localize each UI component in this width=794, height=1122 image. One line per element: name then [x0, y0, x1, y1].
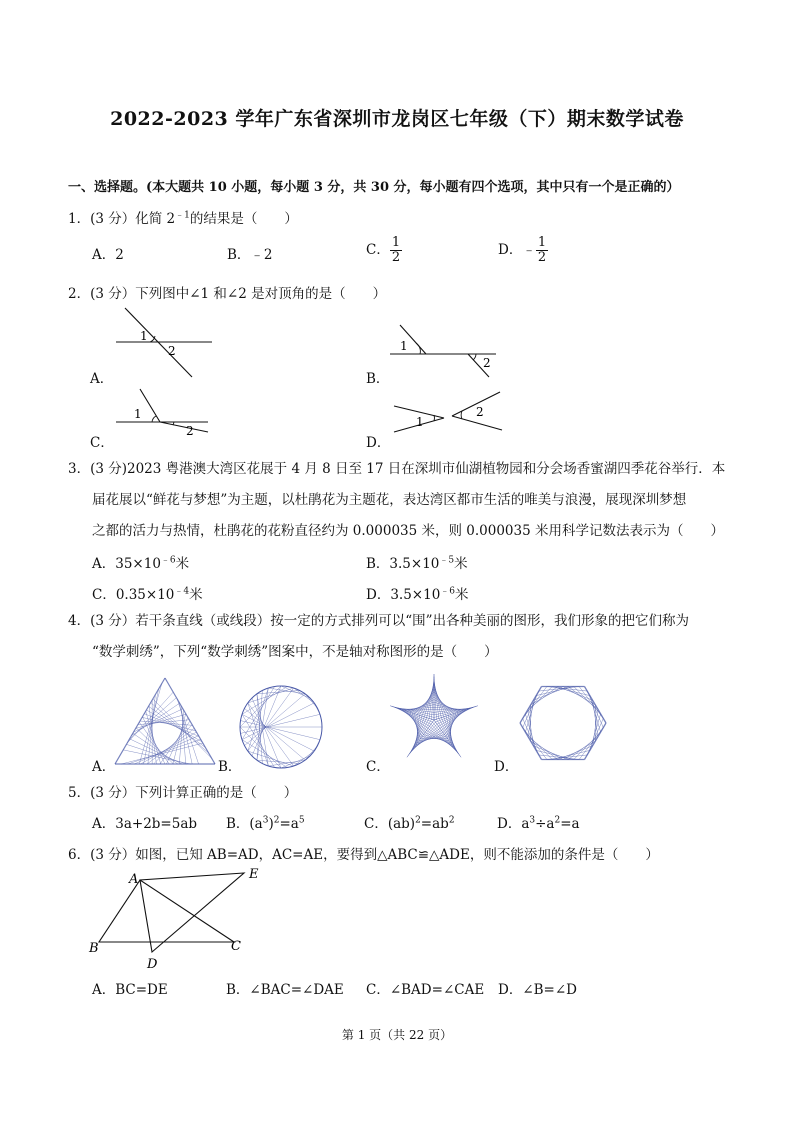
q2-stem: 2．(3 分）下列图中∠1 和∠2 是对顶角的是（ ） — [68, 286, 387, 302]
q4-option-b: B． — [218, 759, 242, 775]
q6-triangle-figure — [86, 864, 276, 972]
q5-b-exp1: 3 — [262, 815, 269, 826]
q5-option-d — [497, 812, 580, 832]
q3-b-exp: ﹣5 — [439, 555, 455, 566]
q5-d-post: =a — [560, 816, 580, 832]
q6-option-a: A．BC=DE — [92, 982, 168, 998]
q1-stem — [68, 207, 298, 227]
q5-stem: 5．(3 分）下列计算正确的是（ ） — [68, 785, 298, 801]
q2-figure-d — [392, 388, 507, 438]
q2-figure-c — [112, 386, 217, 441]
q3-line-2: 届花展以“鲜花与梦想”为主题，以杜鹃花为主题花，表达湾区都市生活的唯美与浪漫，展现深圳梦想 — [92, 492, 687, 508]
q1-d-sign: ﹣ — [522, 242, 536, 258]
q2-option-a: A． — [90, 371, 114, 387]
q2b-angle-1: 1 — [400, 339, 408, 353]
q3-a-unit: 米 — [175, 556, 190, 572]
q1-c-denominator: 2 — [391, 250, 401, 265]
page-footer: 第 1 页（共 22 页） — [341, 1028, 453, 1042]
q1-d-fraction — [536, 236, 548, 265]
q3-d-unit: 米 — [455, 587, 469, 603]
q2a-angle-2: 2 — [168, 344, 176, 358]
q1-exponent: ﹣1 — [175, 210, 190, 221]
embroidery-star — [386, 670, 482, 764]
q2c-angle-2: 2 — [186, 424, 194, 438]
q3-option-a — [92, 552, 189, 572]
q1-stem-post: 的结果是（ ） — [189, 211, 298, 227]
q6-label-b: B — [89, 941, 99, 956]
q1-option-c — [366, 236, 402, 265]
q5-b-exp3: 5 — [298, 815, 305, 826]
q5-b-post: =a — [279, 816, 299, 832]
q3-d-pre: D．3.5×10 — [366, 587, 441, 603]
q4-line-2: “数学刺绣”，下列“数学刺绣”图案中，不是轴对称图形的是（ ） — [92, 644, 498, 660]
q1-option-a: A．2 — [92, 247, 124, 263]
q3-a-pre: A．35×10 — [92, 556, 161, 572]
q5-option-b — [226, 812, 305, 832]
q2a-angle-1: 1 — [140, 329, 148, 343]
q3-c-unit: 米 — [189, 587, 203, 603]
q5-c-exp2: 2 — [448, 815, 455, 826]
q3-c-pre: C．0.35×10 — [92, 587, 175, 603]
q2-option-c: C． — [90, 435, 114, 451]
q1-option-b: B．﹣2 — [227, 247, 273, 263]
q1-c-numerator: 1 — [391, 235, 401, 250]
q3-a-exp: ﹣6 — [160, 555, 176, 566]
embroidery-triangle — [112, 675, 218, 767]
q5-option-c — [364, 812, 455, 832]
q6-label-d: D — [147, 957, 158, 972]
q3-b-unit: 米 — [454, 556, 468, 572]
q5-c-exp1: 2 — [415, 815, 421, 826]
q6-option-b: B．∠BAC=∠DAE — [226, 982, 344, 998]
q5-b-pre: B．(a — [226, 816, 263, 832]
q1-c-fraction — [390, 236, 402, 265]
q2d-angle-1: 1 — [416, 415, 424, 429]
page-title: 2022-2023 学年广东省深圳市龙岗区七年级（下）期末数学试卷 — [110, 108, 684, 130]
embroidery-hexagon — [514, 680, 612, 766]
q3-line-3: 之都的活力与热情，杜鹃花的花粉直径约为 0.000035 米，则 0.000035 米用科学记数法表示为（ ） — [92, 523, 724, 539]
q5-d-exp1: 3 — [529, 815, 536, 826]
q4-line-1: 4．(3 分）若干条直线（或线段）按一定的方式排列可以“围”出各种美丽的图形，我们形象的把它们称为 — [68, 613, 690, 629]
q6-label-c: C — [231, 939, 241, 954]
q5-c-post: =ab — [420, 816, 449, 832]
q2d-angle-2: 2 — [476, 405, 484, 419]
q6-label-e: E — [249, 867, 259, 882]
q2-figure-b — [388, 322, 503, 382]
q4-option-c: C． — [366, 759, 390, 775]
q1-stem-pre: 1．(3 分）化简 2 — [68, 211, 176, 227]
q6-option-c: C．∠BAD=∠CAE — [366, 982, 485, 998]
q2b-angle-2: 2 — [483, 356, 491, 370]
q6-option-d: D．∠B=∠D — [498, 982, 578, 998]
q5-b-exp2: 2 — [273, 815, 280, 826]
q5-d-pre: D．a — [497, 816, 530, 832]
q5-b-mid: ) — [268, 816, 274, 832]
q2-option-d: D． — [366, 435, 391, 451]
q1-d-numerator: 1 — [537, 235, 547, 250]
q2-option-b: B． — [366, 371, 390, 387]
q3-option-b — [366, 552, 468, 572]
q3-option-d — [366, 583, 469, 603]
q1-c-label: C． — [366, 242, 390, 258]
q4-option-a: A． — [92, 759, 116, 775]
q3-d-exp: ﹣6 — [440, 586, 456, 597]
q5-d-exp2: 2 — [554, 815, 561, 826]
q6-stem: 6．(3 分）如图，已知 AB=AD，AC=AE，要得到△ABC≌△ADE，则不能添加的条件是（ ） — [68, 847, 659, 863]
q5-option-a: A．3a+2b=5ab — [92, 816, 198, 832]
q3-b-pre: B．3.5×10 — [366, 556, 440, 572]
q2-figure-a — [110, 305, 220, 380]
q1-option-d — [498, 236, 548, 265]
q5-d-mid: ÷a — [535, 816, 555, 832]
q3-c-exp: ﹣4 — [174, 586, 190, 597]
q2c-angle-1: 1 — [134, 407, 142, 421]
section-heading: 一、选择题。(本大题共 10 小题，每小题 3 分，共 30 分，每小题有四个选项，其中只有一个是正确的） — [68, 180, 680, 195]
q4-option-d: D． — [494, 759, 519, 775]
q3-option-c — [92, 583, 203, 603]
q5-c-pre: C．(ab) — [364, 816, 416, 832]
q6-label-a: A — [129, 872, 139, 887]
q1-d-label: D． — [498, 242, 523, 258]
q3-line-1: 3．(3 分)2023 粤港澳大湾区花展于 4 月 8 日至 17 日在深圳市仙湖植物园和分会场香蜜湖四季花谷举行．本 — [68, 461, 726, 477]
q1-d-denominator: 2 — [537, 250, 547, 265]
embroidery-circle — [238, 684, 324, 770]
